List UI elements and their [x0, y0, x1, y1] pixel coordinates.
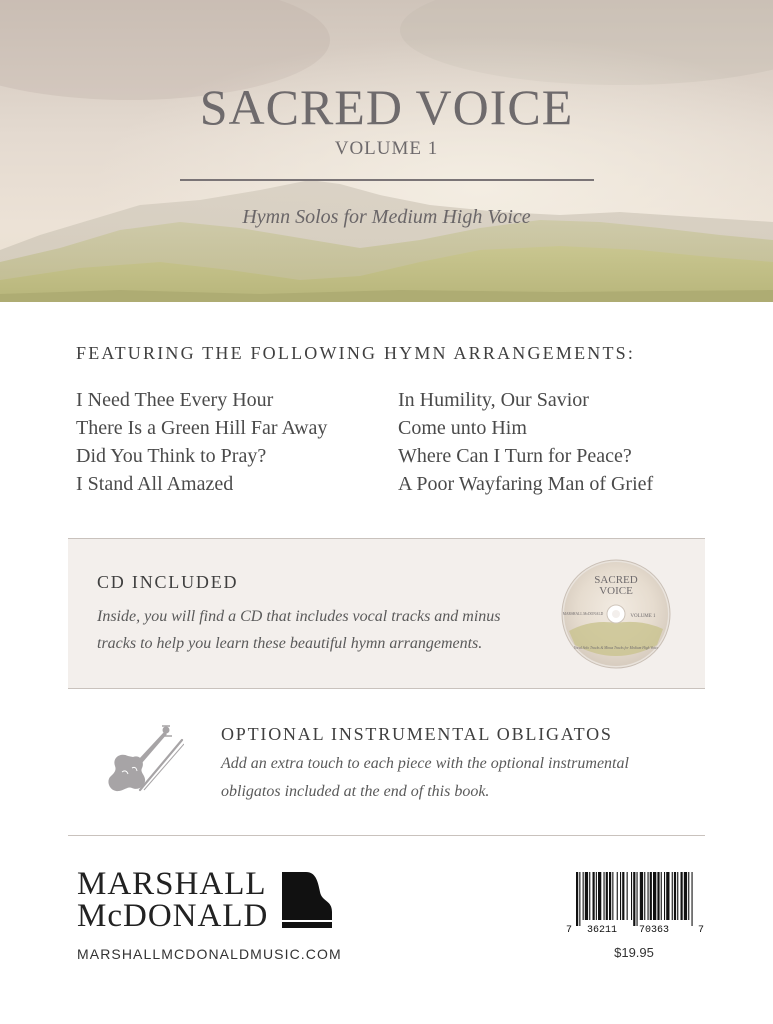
hymn-list-right: [398, 386, 653, 498]
barcode-bar: [604, 872, 605, 920]
barcode-bar: [648, 872, 649, 920]
barcode-bar: [637, 872, 638, 926]
brand-name-line2: McDONALD: [77, 898, 269, 934]
barcode-bar: [631, 872, 632, 920]
barcode-bar: [674, 872, 676, 920]
barcode-bar: [681, 872, 683, 920]
barcode-bar: [672, 872, 673, 920]
features-heading: FEATURING THE FOLLOWING HYMN ARRANGEMENTS:: [76, 343, 636, 363]
barcode-digits-group2: 70363: [639, 925, 670, 936]
barcode-bar: [627, 872, 628, 920]
price-label: $19.95: [614, 945, 654, 960]
barcode-bar: [593, 872, 595, 920]
barcode-bar: [576, 872, 578, 926]
barcode-bar: [666, 872, 669, 920]
book-title: SACRED VOICE: [199, 79, 574, 135]
hymn-item: Did You Think to Pray?: [76, 445, 267, 467]
barcode-bar: [661, 872, 662, 920]
hymn-list-left: [76, 386, 327, 498]
hero-banner: [0, 0, 773, 302]
violin-icon: [104, 722, 184, 794]
barcode-bar: [579, 872, 580, 926]
disc-volume: VOLUME 1: [630, 614, 656, 619]
book-subtitle: Hymn Solos for Medium High Voice: [242, 206, 531, 228]
barcode-bar: [664, 872, 665, 920]
cd-disc-image: [561, 559, 671, 669]
piano-icon: [280, 870, 334, 932]
brand-name-line1: MARSHALL: [77, 866, 267, 902]
hymn-item: A Poor Wayfaring Man of Grief: [398, 473, 654, 495]
website-link[interactable]: MARSHALLMCDONALDMUSIC.COM: [77, 946, 342, 962]
disc-caption: Vocal Solo Tracks & Minus Tracks for Medium High Voice: [573, 646, 659, 650]
barcode-bar: [640, 872, 643, 920]
disc-title-line2: VOICE: [599, 585, 633, 597]
hymn-item: In Humility, Our Savior: [398, 389, 589, 411]
barcode-bar: [688, 872, 689, 920]
hymn-item: I Stand All Amazed: [76, 473, 234, 495]
barcode-bar: [583, 872, 584, 920]
barcode-bar: [657, 872, 659, 920]
cd-description: Inside, you will find a CD that includes vocal tracks and minus tracks to help you learn these beautiful hymn arrangements.: [97, 608, 501, 652]
section-divider: [68, 835, 705, 836]
barcode-bar: [684, 872, 687, 920]
barcode-bar: [650, 872, 652, 920]
cd-included-panel: [68, 538, 705, 689]
barcode-bar: [653, 872, 656, 920]
barcode-bar: [644, 872, 645, 920]
barcode-bar: [612, 872, 613, 920]
obligatos-description: Add an extra touch to each piece with the optional instrumental obligatos included at the end of this book.: [221, 755, 629, 800]
barcode-bar: [617, 872, 618, 920]
title-divider: [180, 179, 594, 181]
barcode-bar: [692, 872, 693, 926]
barcode-bar: [620, 872, 621, 920]
hymn-item: Come unto Him: [398, 417, 527, 439]
hymn-item: Where Can I Turn for Peace?: [398, 445, 632, 467]
barcode-bar: [598, 872, 601, 920]
barcode-bar: [609, 872, 611, 920]
hymn-item: There Is a Green Hill Far Away: [76, 417, 328, 439]
barcode-bar: [596, 872, 597, 920]
barcode-digits-group1: 36211: [587, 925, 618, 936]
barcode-bar: [633, 872, 635, 926]
barcode-image: [562, 870, 708, 936]
cd-heading: CD INCLUDED: [97, 572, 239, 592]
barcode-bar: [585, 872, 588, 920]
barcode-digit-left: 7: [566, 925, 573, 936]
volume-label: VOLUME 1: [334, 138, 439, 159]
barcode-digit-right: 7: [698, 925, 705, 936]
barcode-bar: [622, 872, 624, 920]
obligatos-heading: OPTIONAL INSTRUMENTAL OBLIGATOS: [221, 724, 613, 744]
barcode-bar: [606, 872, 608, 920]
hymn-item: I Need Thee Every Hour: [76, 389, 274, 411]
disc-brand: MARSHALL McDONALD: [562, 612, 604, 616]
disc-title-line1: SACRED: [594, 574, 638, 586]
barcode-bar: [589, 872, 590, 920]
barcode-bar: [677, 872, 678, 920]
